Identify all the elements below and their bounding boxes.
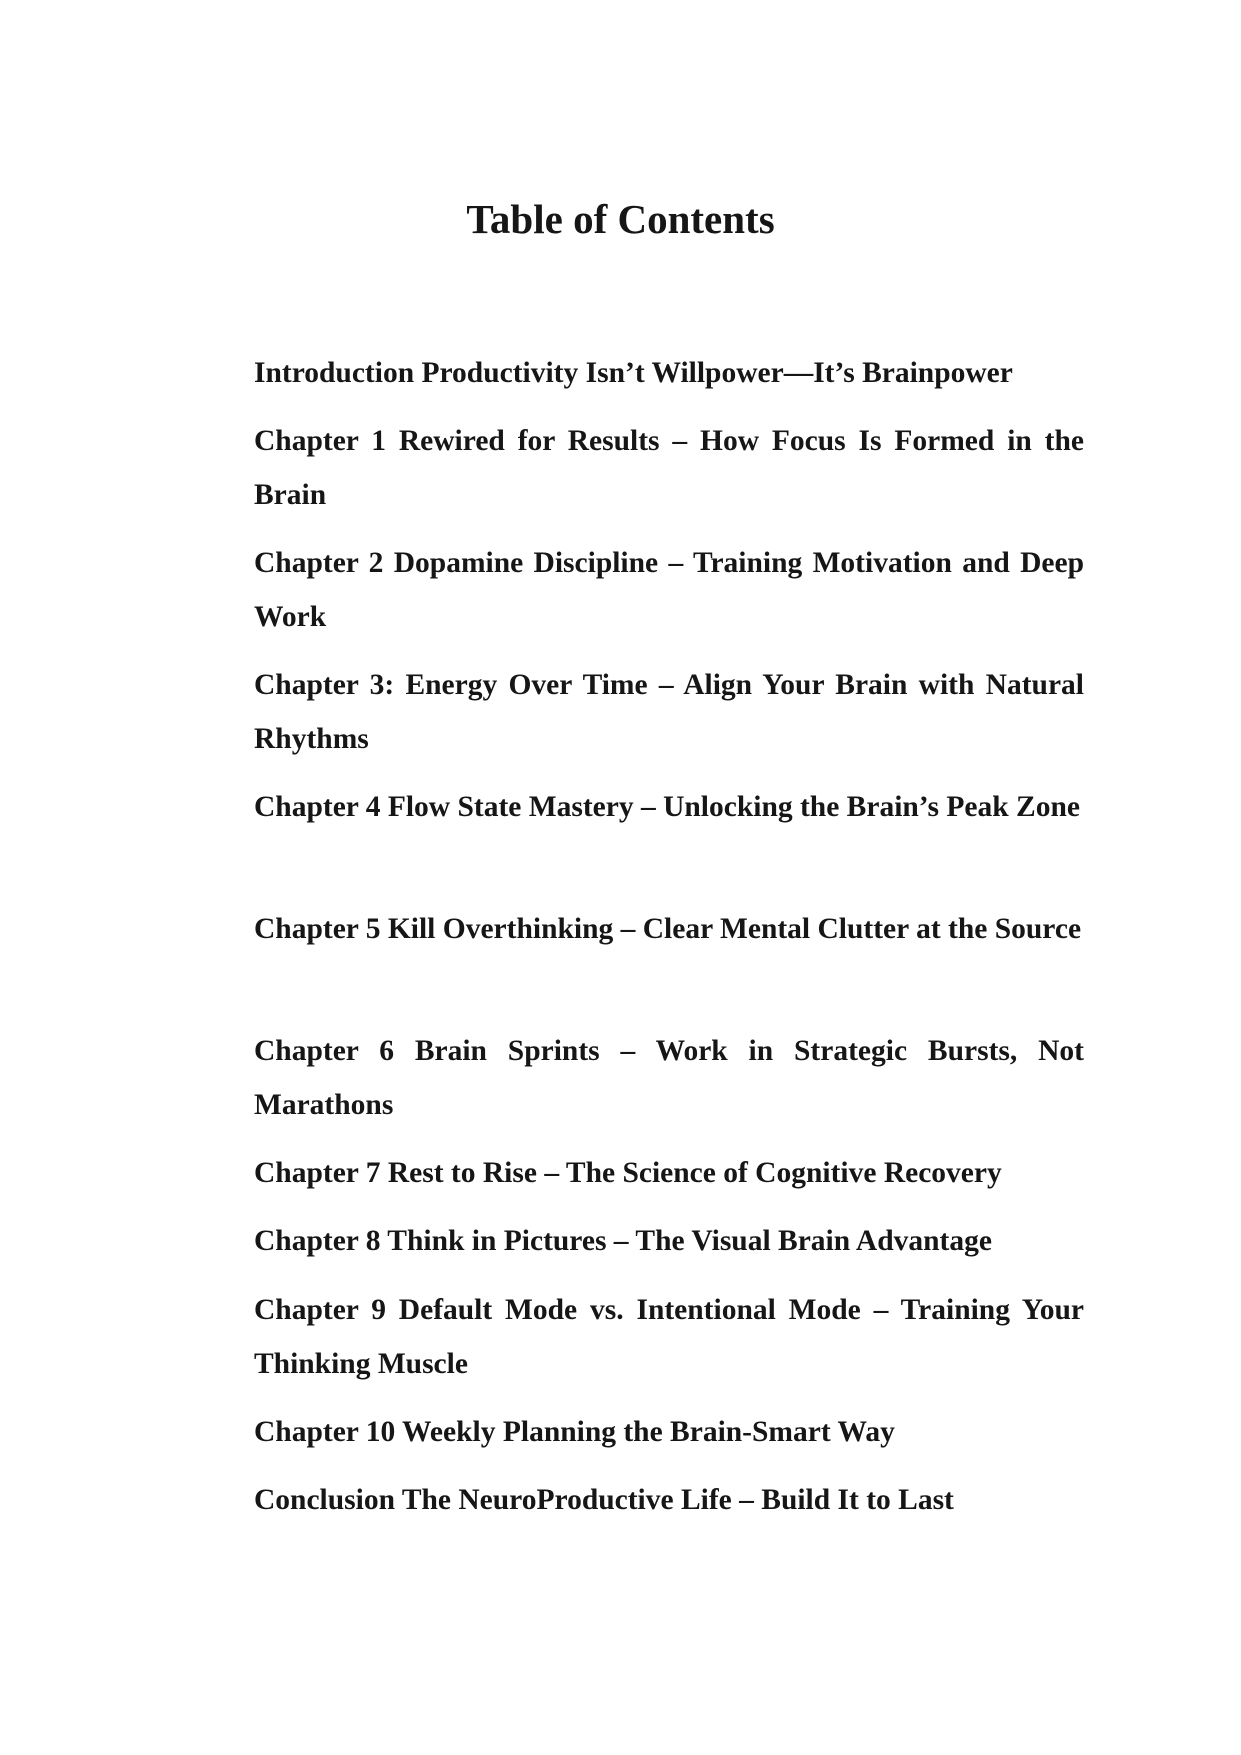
toc-entry-chapter-1: Chapter 1 Rewired for Results – How Focus Is Formed in the Brain bbox=[254, 425, 1084, 511]
toc-entry-chapter-3: Chapter 3: Energy Over Time – Align Your Brain with Natural Rhythms bbox=[254, 669, 1084, 755]
toc-entry-conclusion: Conclusion The NeuroProductive Life – Build It to Last bbox=[254, 1484, 954, 1516]
toc-entry-chapter-6: Chapter 6 Brain Sprints – Work in Strategic Bursts, Not Marathons bbox=[254, 1035, 1084, 1121]
toc-entry-chapter-4: Chapter 4 Flow State Mastery – Unlocking the Brain’s Peak Zone bbox=[254, 791, 1080, 823]
toc-entry-chapter-8: Chapter 8 Think in Pictures – The Visual Brain Advantage bbox=[254, 1225, 992, 1257]
toc-entry-chapter-10: Chapter 10 Weekly Planning the Brain-Smart Way bbox=[254, 1416, 895, 1448]
toc-entry-chapter-9: Chapter 9 Default Mode vs. Intentional Mode – Training Your Thinking Muscle bbox=[254, 1294, 1084, 1380]
toc-entry-chapter-7: Chapter 7 Rest to Rise – The Science of Cognitive Recovery bbox=[254, 1157, 1002, 1189]
toc-entry-chapter-5: Chapter 5 Kill Overthinking – Clear Mental Clutter at the Source bbox=[254, 913, 1082, 945]
toc-entry-introduction: Introduction Productivity Isn’t Willpower—It’s Brainpower bbox=[254, 357, 1013, 389]
toc-heading: Table of Contents bbox=[466, 196, 775, 242]
toc-entry-chapter-2: Chapter 2 Dopamine Discipline – Training Motivation and Deep Work bbox=[254, 547, 1084, 633]
